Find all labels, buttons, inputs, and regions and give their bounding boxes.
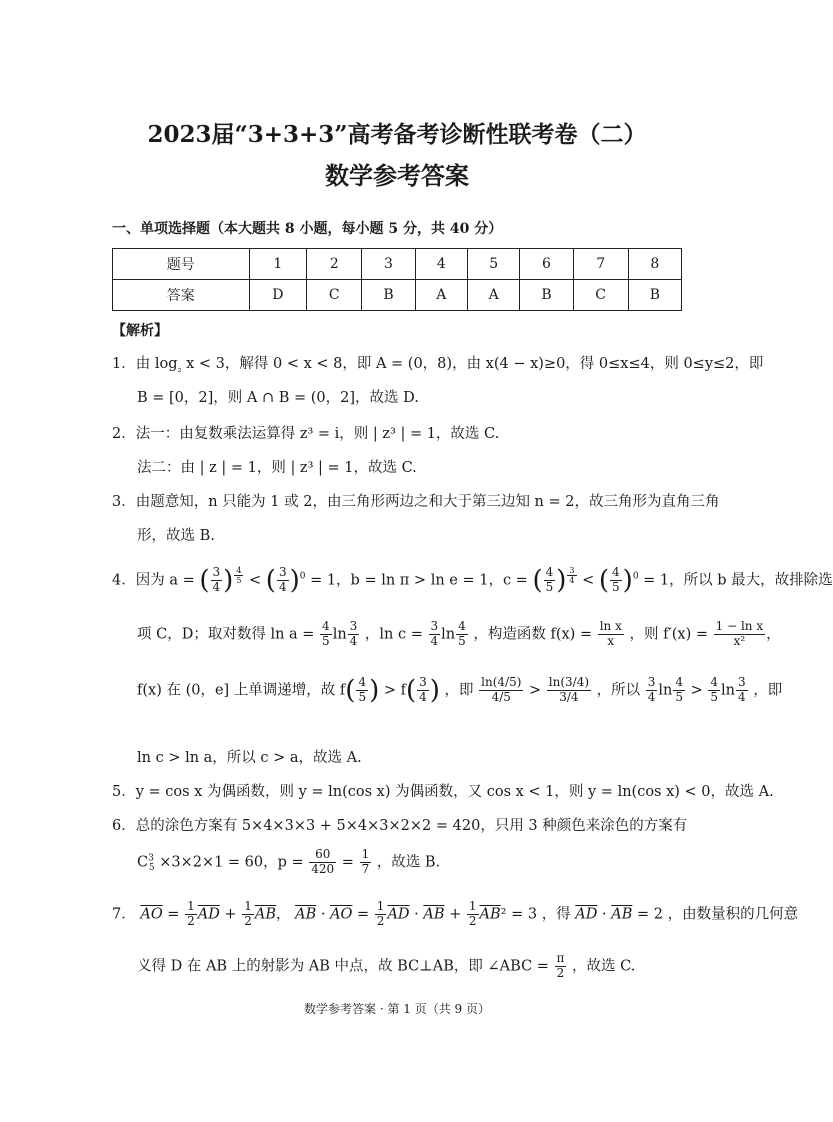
table-cell: 3 <box>362 249 415 280</box>
table-cell: A <box>467 280 519 311</box>
table-cell: 7 <box>573 249 628 280</box>
table-cell: 5 <box>467 249 519 280</box>
analysis-heading: 【解析】 <box>112 323 168 339</box>
page-footer: 数学参考答案 · 第 1 页（共 9 页） <box>304 1002 490 1016</box>
q3-line2: 形，故选 B. <box>137 528 215 544</box>
q5-line: 5．y = cos x 为偶函数，则 y = ln(cos x) 为偶函数，又 cos x < 1，则 y = ln(cos x) < 0，故选 A. <box>112 784 774 800</box>
table-cell: 1 <box>249 249 307 280</box>
q7-line2: 义得 D 在 AB 上的射影为 AB 中点，故 BC⊥AB，即 ∠ABC = $\frac{\pi}{2}$ ，故选 C. <box>137 951 636 980</box>
table-cell: B <box>362 280 415 311</box>
table-row-numbers <box>113 249 682 280</box>
table-cell: 4 <box>415 249 467 280</box>
q3-line1: 3．由题意知，n 只能为 1 或 2，由三角形两边之和大于第三边知 n = 2，故三角形为直角三角 <box>112 494 720 510</box>
q7-line1: 7． $\overline{AO}$ = $\frac{1}{2}$ $\overline{AD}$ + $\frac{1}{2}$ $\overline{AB}$， $\overline{AB} \cdot \overline{AO}$ = $\frac{1}{2}$ $\overline{AD} \cdot \overline{AB}$ + $\frac{1}{2}$ $\overline{AB}^2 = 3$ ，得 $\overline{AD} \cdot \overline{AB} = 2$ ，由数量积的几何意 <box>112 899 799 928</box>
table-cell: 8 <box>628 249 681 280</box>
table-cell: 6 <box>520 249 573 280</box>
q4-line4: ln c > ln a，所以 c > a，故选 A. <box>137 750 362 766</box>
q4-line3: f(x) 在 (0，e] 上单调递增，故 f( $\frac{4}{5}$ ) > f( $\frac{3}{4}$ ) ，即 $\frac{\ln(4/5)}{4/5}$ > $\frac{\ln(3/4)}{3/4}$ ，所以 $\frac{3}{4}$ ln $\frac{4}{5}$ > $\frac{4}{5}$ ln $\frac{3}{4}$ ，即 <box>137 675 783 706</box>
q1-line2: B = [0，2]，则 A ∩ B = (0，2]，故选 D. <box>137 390 419 406</box>
table-cell: A <box>415 280 467 311</box>
table-cell: 2 <box>307 249 362 280</box>
q6-line1: 6．总的涂色方案有 5×4×3×3 + 5×4×3×2×2 = 420，只用 3 种颜色来涂色的方案有 <box>112 818 688 834</box>
table-row-answers <box>113 280 682 311</box>
answer-table <box>112 248 682 311</box>
table-cell: C <box>307 280 362 311</box>
table-header: 题号 <box>113 249 250 280</box>
q4-line2: 项 C，D；取对数得 ln a = $\frac{4}{5}$ ln $\frac{3}{4}$ ，ln c = $\frac{3}{4}$ ln $\frac{4}{5}$ ，构造函数 f(x) = $\frac{\text{ln x}}{x}$ ，则 f′(x) = $\frac{\text{1 − ln x}}{\text{x²}}$ ， <box>137 619 781 648</box>
table-cell: B <box>520 280 573 311</box>
page-title: 2023届“3+3+3”高考备考诊断性联考卷（二） <box>147 121 647 148</box>
page-subtitle: 数学参考答案 <box>325 161 469 190</box>
table-cell: D <box>249 280 307 311</box>
q1-line1: 1．由 $\log_{_2} x < 3$，解得 0 < x < 8，即 A = (0，8)，由 x(4 − x)≥0，得 0≤x≤4，则 0≤y≤2，即 <box>112 356 764 375</box>
table-cell: C <box>573 280 628 311</box>
q4-line1: 4．因为 a = ( $\frac{3}{4}$ ) $^{\frac{4}{5}}$ < ( $\frac{3}{4}$ )$^0$ = 1，b = ln π > ln e = 1，c = ( $\frac{4}{5}$ ) $^{\frac{3}{4}}$ < ( $\frac{4}{5}$ )$^0$ = 1，所以 b 最大，故排除选 <box>112 565 833 596</box>
table-cell: B <box>628 280 681 311</box>
q6-line2: $C^3_5 \times 3\times 2\times 1 = 60$，p = $\frac{60}{420}$ = $\frac{1}{7}$ ，故选 B. <box>137 847 441 876</box>
q2-line1: 2．法一：由复数乘法运算得 z³ = i，则 | z³ | = 1，故选 C. <box>112 426 500 442</box>
section-heading: 一、单项选择题（本大题共 8 小题，每小题 5 分，共 40 分） <box>112 221 503 237</box>
q2-line2: 法二：由 | z | = 1，则 | z³ | = 1，故选 C. <box>137 460 417 476</box>
table-header: 答案 <box>113 280 250 311</box>
